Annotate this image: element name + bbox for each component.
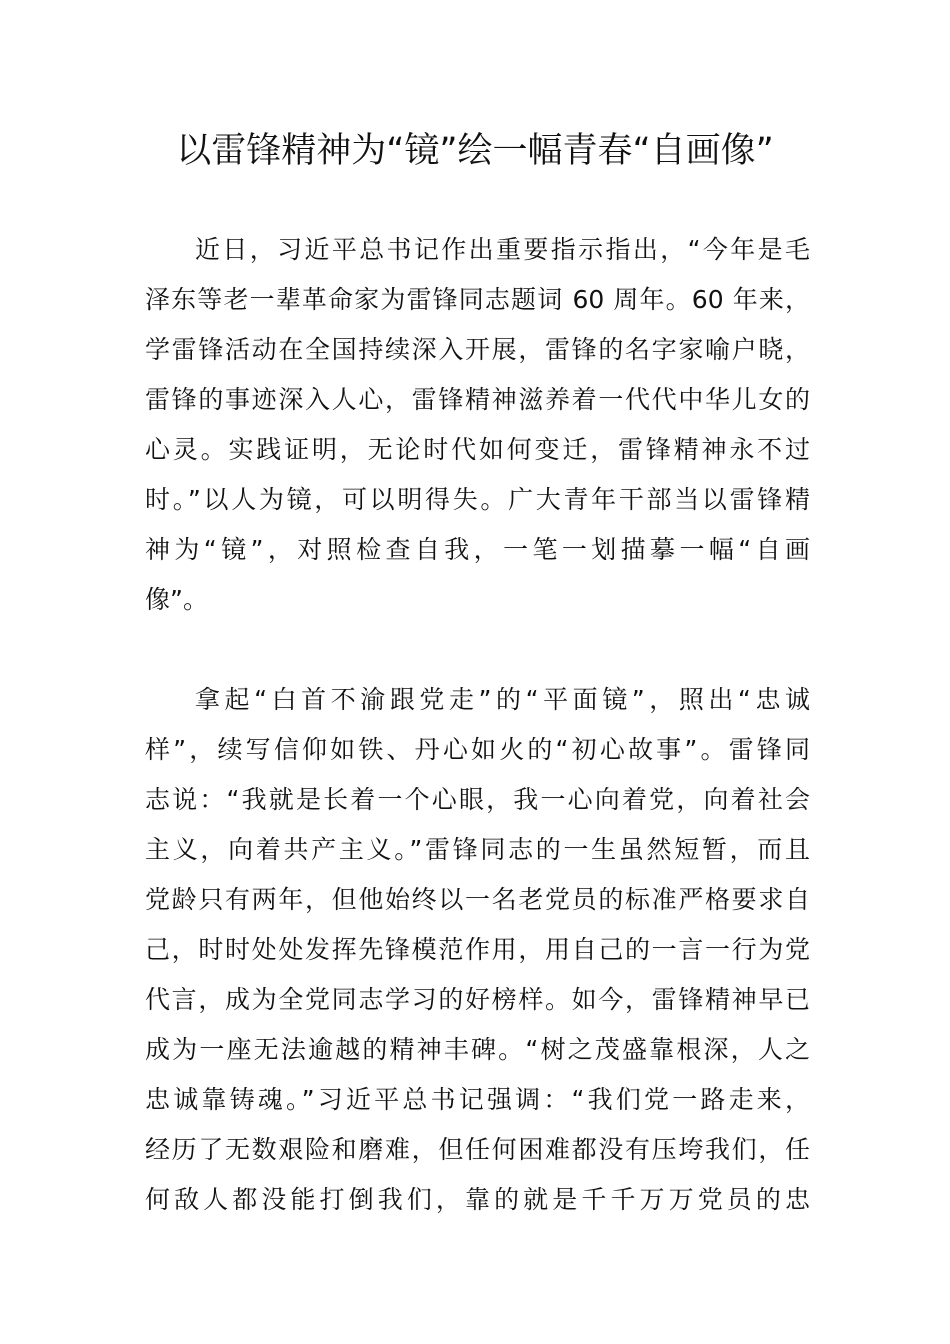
text-line: 样”，续写信仰如铁、丹心如火的“初心故事”。雷锋同 [145,735,810,764]
text-line: 志说：“我就是长着一个心眼，我一心向着党，向着社会 [145,785,810,814]
text-line: 学雷锋活动在全国持续深入开展，雷锋的名字家喻户晓， [145,335,810,364]
text-line: 近日，习近平总书记作出重要指示指出，“今年是毛 [195,235,810,264]
text-line: 何敌人都没能打倒我们，靠的就是千千万万党员的忠 [145,1185,810,1214]
text-line: 神为“镜”，对照检查自我，一笔一划描摹一幅“自画 [145,535,810,564]
text-line: 忠诚靠铸魂。”习近平总书记强调：“我们党一路走来， [145,1085,810,1114]
text-line: 己，时时处处发挥先锋模范作用，用自己的一言一行为党 [145,935,810,964]
text-line: 成为一座无法逾越的精神丰碑。“树之茂盛靠根深，人之 [145,1035,810,1064]
text-line: 党龄只有两年，但他始终以一名老党员的标准严格要求自 [145,885,810,914]
text-line: 经历了无数艰险和磨难，但任何困难都没有压垮我们，任 [145,1135,810,1164]
text-line: 心灵。实践证明，无论时代如何变迁，雷锋精神永不过 [145,435,810,464]
text-line: 雷锋的事迹深入人心，雷锋精神滋养着一代代中华儿女的 [145,385,810,414]
text-line: 主义，向着共产主义。”雷锋同志的一生虽然短暂，而且 [145,835,810,864]
text-line: 拿起“白首不渝跟党走”的“平面镜”，照出“忠诚 [195,685,810,714]
paragraph-2 [145,675,810,1225]
text-line: 时。”以人为镜，可以明得失。广大青年干部当以雷锋精 [145,485,810,514]
text-line: 像”。 [145,585,208,614]
paragraph-1 [145,225,810,625]
document-title: 以雷锋精神为“镜”绘一幅青春“自画像” [176,131,774,171]
text-line: 代言，成为全党同志学习的好榜样。如今，雷锋精神早已 [145,985,810,1014]
text-line: 泽东等老一辈革命家为雷锋同志题词 60 周年。60 年来， [145,285,810,314]
